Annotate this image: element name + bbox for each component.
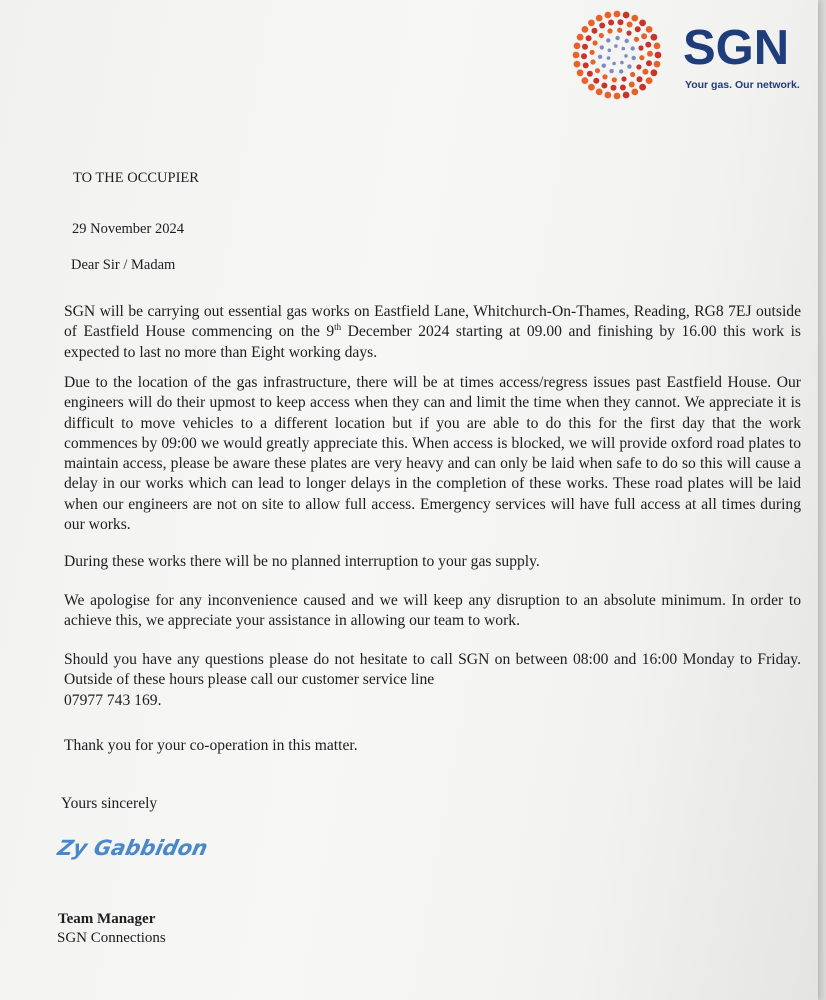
logo-dot <box>635 26 641 32</box>
logo-dot <box>639 55 644 60</box>
logo-tagline: Your gas. Our network. <box>685 79 800 91</box>
logo-dot <box>612 62 616 66</box>
logo-dot <box>577 34 584 41</box>
logo-dot <box>607 28 612 33</box>
logo-dot <box>601 83 607 89</box>
logo-dot <box>608 20 614 26</box>
logo-dot <box>636 64 641 69</box>
logo-dot <box>621 76 626 81</box>
logo-dot <box>629 82 635 88</box>
logo-dot <box>623 92 630 99</box>
logo-dot <box>622 47 626 51</box>
logo-dot <box>582 44 588 50</box>
logo-dot <box>627 22 633 28</box>
paragraph-contact <box>64 650 801 711</box>
logo-dot <box>607 56 611 60</box>
logo-dot <box>617 28 622 33</box>
logo-dot <box>618 19 624 25</box>
works-notice-text-a: SGN will be carrying out essential gas works on Eastfield Lane, Whitchurch-On-Thames, Reading, RG8 7EJ outside of Eastfield House commencing on the 9 <box>64 303 801 341</box>
logo-dot <box>614 11 621 18</box>
logo-dot <box>646 77 653 84</box>
handwritten-signature: Zy Gabbidon <box>55 836 210 860</box>
logo-dot <box>647 51 653 57</box>
date-ordinal-suffix: th <box>334 322 342 333</box>
paragraph-works-notice <box>64 302 801 363</box>
logo-dot <box>620 85 626 91</box>
logo-dot <box>612 77 617 82</box>
logo-dot <box>639 20 646 27</box>
logo-dot <box>646 60 652 66</box>
logo-dot <box>586 35 592 41</box>
logo-dot <box>592 28 598 34</box>
logo-dot <box>638 45 643 50</box>
contact-text: Should you have any questions please do not hesitate to call SGN on between 08:00 and 16:00 Monday to Friday. Outside of these hours please call our customer service line <box>64 651 801 689</box>
logo-wordmark: SGN <box>683 21 790 75</box>
logo-dot <box>590 50 595 55</box>
logo-dot <box>593 78 599 84</box>
logo-dot <box>631 15 638 22</box>
logo-dot <box>614 93 621 100</box>
logo-dot <box>651 69 658 76</box>
logo-dot <box>654 61 661 68</box>
logo-dot <box>608 49 612 53</box>
letter-date: 29 November 2024 <box>72 221 184 237</box>
works-notice-text-b: December 2024 starting at 09.00 and finishing by 16.00 this work is expected to last no more than Eight working days. <box>64 323 801 361</box>
logo-dot <box>615 36 619 40</box>
logo-dot <box>602 74 607 79</box>
logo-dot <box>651 34 658 41</box>
logo-dot <box>606 38 610 42</box>
logo-dot <box>623 12 630 19</box>
logo-dot <box>642 69 648 75</box>
paragraph-supply: During these works there will be no planned interruption to your gas supply. <box>64 553 540 570</box>
closing: Yours sincerely <box>61 795 158 812</box>
paragraph-thanks: Thank you for your co-operation in this matter. <box>64 737 358 754</box>
logo-dot <box>574 43 581 50</box>
logo-dot <box>596 15 603 22</box>
logo-dot <box>582 77 589 84</box>
logo-dot <box>598 55 602 59</box>
logo-dot <box>630 72 635 77</box>
paragraph-access: Due to the location of the gas infrastructure, there will be at times access/regress issues past Eastfield House. Our engineers will do their upmost to keep access when they can and limit the time when they cannot. We appreciate it is difficult to move vehicles to a different location but if you are able to do this for the first day that the work commences by 09:00 we would greatly appreciate this. When access is blocked, we will provide oxford road plates to maintain access, please be aware these plates are very heavy and can only be laid when safe to do so this will cause a delay in our works which can lead to longer delays in the completion of these works. These road plates will be laid when our engineers are not on site to allow full access. Emergency services will have full access at all times during our works. <box>64 374 801 534</box>
logo-dot <box>611 85 617 91</box>
customer-service-phone: 07977 743 169. <box>64 691 162 709</box>
logo-dot <box>587 71 593 77</box>
logo-dot <box>595 68 600 73</box>
paragraph-apology: We apologise for any inconvenience caused and we will keep any disruption to an absolute minimum. In order to achieve this, we appreciate your assistance in allowing our team to work. <box>64 592 801 630</box>
logo-dot <box>590 59 595 64</box>
logo-dot <box>639 84 646 91</box>
logo-dot <box>588 20 595 27</box>
signer-org: SGN Connections <box>57 930 166 946</box>
logo-dot <box>627 64 631 68</box>
logo-dot <box>641 33 647 39</box>
logo-dot <box>654 43 661 50</box>
logo-dot <box>619 69 623 73</box>
salutation: Dear Sir / Madam <box>71 257 176 273</box>
logo-dot <box>634 37 639 42</box>
logo-dot <box>646 26 653 33</box>
logo-dot <box>620 61 624 65</box>
logo-dot <box>577 69 584 76</box>
logo-dot <box>602 64 606 68</box>
logo-dot <box>625 39 629 43</box>
logo-dot <box>574 61 581 68</box>
logo-dot <box>614 44 618 48</box>
logo-dot <box>637 76 643 82</box>
logo-dot <box>605 12 612 19</box>
logo-dot <box>624 54 628 58</box>
logo-dot <box>600 45 604 49</box>
logo-dot <box>631 89 638 96</box>
logo-dot <box>588 84 595 91</box>
logo-dot <box>645 42 651 48</box>
logo-dot <box>582 26 589 33</box>
logo-dot <box>599 33 604 38</box>
logo-dot <box>573 52 580 59</box>
logo-dot <box>593 40 598 45</box>
logo-dot <box>626 31 631 36</box>
signer-title: Team Manager <box>58 911 156 927</box>
logo-dot <box>583 62 589 68</box>
logo-dot <box>609 69 613 73</box>
addressee: TO THE OCCUPIER <box>73 170 199 186</box>
logo-dot <box>632 56 636 60</box>
logo-dot <box>599 23 605 29</box>
logo-dot <box>631 46 635 50</box>
logo-dot <box>596 89 603 96</box>
logo-dot <box>605 92 612 99</box>
logo-dot <box>581 53 587 59</box>
logo-dot <box>655 52 662 59</box>
